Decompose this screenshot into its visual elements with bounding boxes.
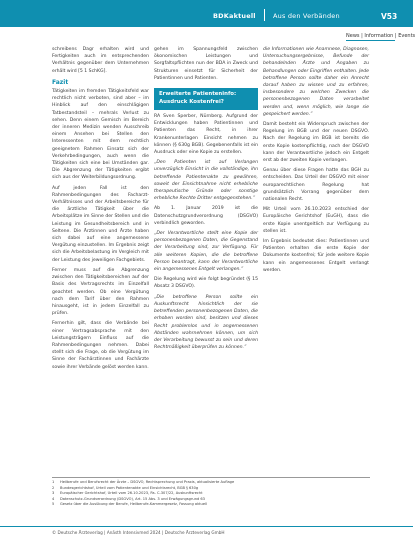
- subnav-underline: [346, 40, 395, 41]
- bottom-divider: [0, 526, 413, 527]
- paragraph: Im Ergebnis bedeutet dies: Patientinnen und Patienten erhalten die erste Kopie der Dokumente kostenfrei; für jede weitere Kopie kann ein angemessenes Entgelt verlangt werden.: [263, 239, 369, 273]
- paragraph: Ferner muss auf die Abgrenzung zwischen den Tätigkeitsbereichen auf der Basis des Vertragsrechts im Einzelfall geachtet werden. Ob eine Vergütung nach dem Tarif über den Rahmen hinausgeht, ist in jedem Einzelfall zu prüfen.: [52, 267, 149, 317]
- column-middle: [154, 46, 258, 354]
- section-title: BDKaktuell: [213, 12, 256, 20]
- paragraph: Tätigkeiten im fremden Tätigkeitsfeld war rechtlich nicht verboten, sind aber – im Hinblick auf den einschlägigen Tatbestandsteil – mehrals Verlust zu sehen. Denn einem Gemisch im Bereich der inneren Medizin wenden Ausschreib einem Ansehen bei Stellen den Interessenten mit dem rechtlich geeignetem Rahmen Einsatz sich der Verkehrbedingungen, auch wenn die Tätigkeiten sich eine bei Umständen gar. Die Abgrenzung der Tätigkeiten ergibt sich aus der Weiterbildungsordnung.: [52, 89, 149, 181]
- footnote-item: 4 Datenschutz-Grundverordnung (DSGVO), Art. 15 Abs. 3 und Erwägungsgrund 63: [52, 496, 205, 501]
- column-left: [52, 46, 149, 374]
- article-heading-box: [154, 88, 258, 110]
- article-heading-line: Erweiterte Patienteninfo:: [159, 91, 237, 98]
- paragraph: RA Sven Sperber, Nürnberg. Aufgrund der Entwicklungen haben Patientinnen und Patienten das Recht, in ihrer Krankenunterlagen Einsicht nehmen zu können (§ 630g BGB). Gegebenenfalls ist ein Ausdruck oder eine Kopie zu erstellen.: [154, 114, 258, 156]
- subnav-item-news[interactable]: News: [346, 33, 360, 39]
- column-right: [263, 46, 369, 277]
- paragraph: Ab 1. Januar 2019 ist die Datenschutzgrundverordnung (DSGVO) verbindlich geworden.: [154, 206, 258, 226]
- paragraph: Genau über diese Fragen hatte das BGH zu entscheiden. Das Urteil der DSGVO mit einer europarechtlichen Regelung hat grundsätzlich Vorrang gegenüber dem nationalen Recht.: [263, 168, 369, 203]
- paragraph: schreibens Dagr erhalten wird und Fertigkeiten auch im entsprechenden Verhältnis gegenüber dem Unternehmen erhält wird [5 1 SchKG].: [52, 47, 149, 74]
- quote-paragraph: „Den Patienten ist auf Verlangen unverzüglich Einsicht in die vollständige, ihn betreffende Patientenakte zu gewähren, soweit der Einsichtnahme nicht erhebliche therapeutische Gründe oder sonstige erhebliche Rechte Dritter entgegenstehen.“: [154, 160, 258, 202]
- subnav-item-information[interactable]: Information: [364, 33, 394, 39]
- quote-paragraph: „Der Verantwortliche stellt eine Kopie der personenbezogenen Daten, die Gegenstand der Verarbeitung sind, zur Verfügung. Für alle weiteren Kopien, die die betroffene Person beantragt, kann der Verantwortliche ein angemessenes Entgelt verlangen.“: [154, 231, 258, 273]
- footnotes: [52, 480, 370, 508]
- page-number: V53: [381, 12, 398, 21]
- paragraph: gehen im Spannungsfeld zwischen ökonomischen Leistungen und Sorgfaltspflichten nun der BDA in Zweck und Strukturen einsetzt für Sicherheit der Patientinnen und Patienten.: [154, 47, 258, 81]
- footnote-item: 5 Gesetz über die Ausübung der Berufe, Heilberufe-Kammergesetz, Fassung aktuell: [52, 502, 208, 507]
- copyright: © Deutsche Ärzteverlag | Anästh Intensivmed 2024 | Deutsche Ärzteverlag GmbH: [52, 530, 225, 535]
- footnote-item: 2 Bundesgerichtshof, Urteil vom Patientenakte und Einsichtsrecht, BGB § 630g: [52, 485, 199, 490]
- header-bar: [0, 0, 413, 27]
- quote-paragraph: „Die betroffene Person sollte ein Auskunftsrecht hinsichtlich der sie betreffenden personenbezogenen Daten, die erhoben worden sind, besitzen und dieses Recht problemlos und in angemessenen Abständen wahrnehmen können, um sich der Verarbeitung bewusst zu sein und deren Rechtmäßigkeit überprüfen zu können.“: [154, 294, 258, 351]
- footnote-item: 1 Heilberufe und Berufsrecht der Ärzte – DSGVO, Rechtsprechung und Praxis, aktualisierte Auflage: [52, 480, 235, 484]
- subnav: News | Information | Events: [346, 33, 415, 39]
- footnote-divider: [52, 477, 370, 478]
- subnav-item-events[interactable]: Events: [398, 33, 415, 39]
- footnote-item: 3 Europäischer Gerichtshof, Urteil vom 26.10.2023, Rs. C-307/22, Auskunftsrecht: [52, 491, 203, 496]
- paragraph: Damit besteht ein Widerspruch zwischen der Regelung im BGB und der neuen DSGVO. Nach der Regelung im BGB ist bereits die erste Kopie kostenpflichtig, nach der DSGVO kann der Verantwortliche jedoch ein Entgelt erst ab der zweiten Kopie verlangen.: [263, 122, 369, 164]
- subsection-title: Aus den Verbänden: [273, 12, 340, 20]
- paragraph: Mit Urteil vom 26.10.2023 entschied der Europäische Gerichtshof (EuGH), dass die erste Kopie unentgeltlich zur Verfügung zu stellen ist.: [263, 207, 369, 234]
- header-divider: [264, 9, 265, 21]
- fazit-heading: Fazit: [52, 78, 69, 86]
- paragraph: Die Regelung wird wie folgt begründet (§ 15 Absatz 3 DSGVO).: [154, 277, 258, 290]
- paragraph: Auf jeden Fall ist den Rahmenbedingungen des Facharzt-Verhältnisses und der Arbeitsbereiche für die ärztliche Tätigkeit über die Arbeitsplätze im Sinne der Stellen und die Leistung im Gesundheitsbereich und in Seltene. Die Ärztinnen und Ärzte haben sich dabei auf eine angemessene Vergütung einzustellen. Im Ergebnis zeigt sich die Arbeitsbelastung im Vergleich mit der Leistung des jeweiligen Fachgebiets.: [52, 185, 149, 263]
- paragraph: Fernerhin gilt, dass die Verbände bei einer Vertragsabsprache mit den Leistungsträgern Einfluss auf die Rahmenbedingungen nehmen. Dabei stellt sich die Frage, ob die Vergütung im Sinne der Fachärztinnen und Fachärzte sowie ihrer Verbände gelöst werden kann.: [52, 321, 149, 370]
- quote-paragraph: die Informationen wie Anamnese, Diagnosen, Untersuchungsergebnisse, Befunde der behandelnden Ärzte und Angaben zu Behandlungen oder Eingriffen enthalten. Jede betroffene Person sollte daher ein Anrecht darauf haben zu wissen und zu erfahren, insbesondere zu welchen Zwecken die personenbezogenen Daten verarbeitet werden und, wenn möglich, wie lange sie gespeichert werden.“: [263, 47, 369, 117]
- article-heading-line: Ausdruck Kostenfrei?: [159, 98, 224, 105]
